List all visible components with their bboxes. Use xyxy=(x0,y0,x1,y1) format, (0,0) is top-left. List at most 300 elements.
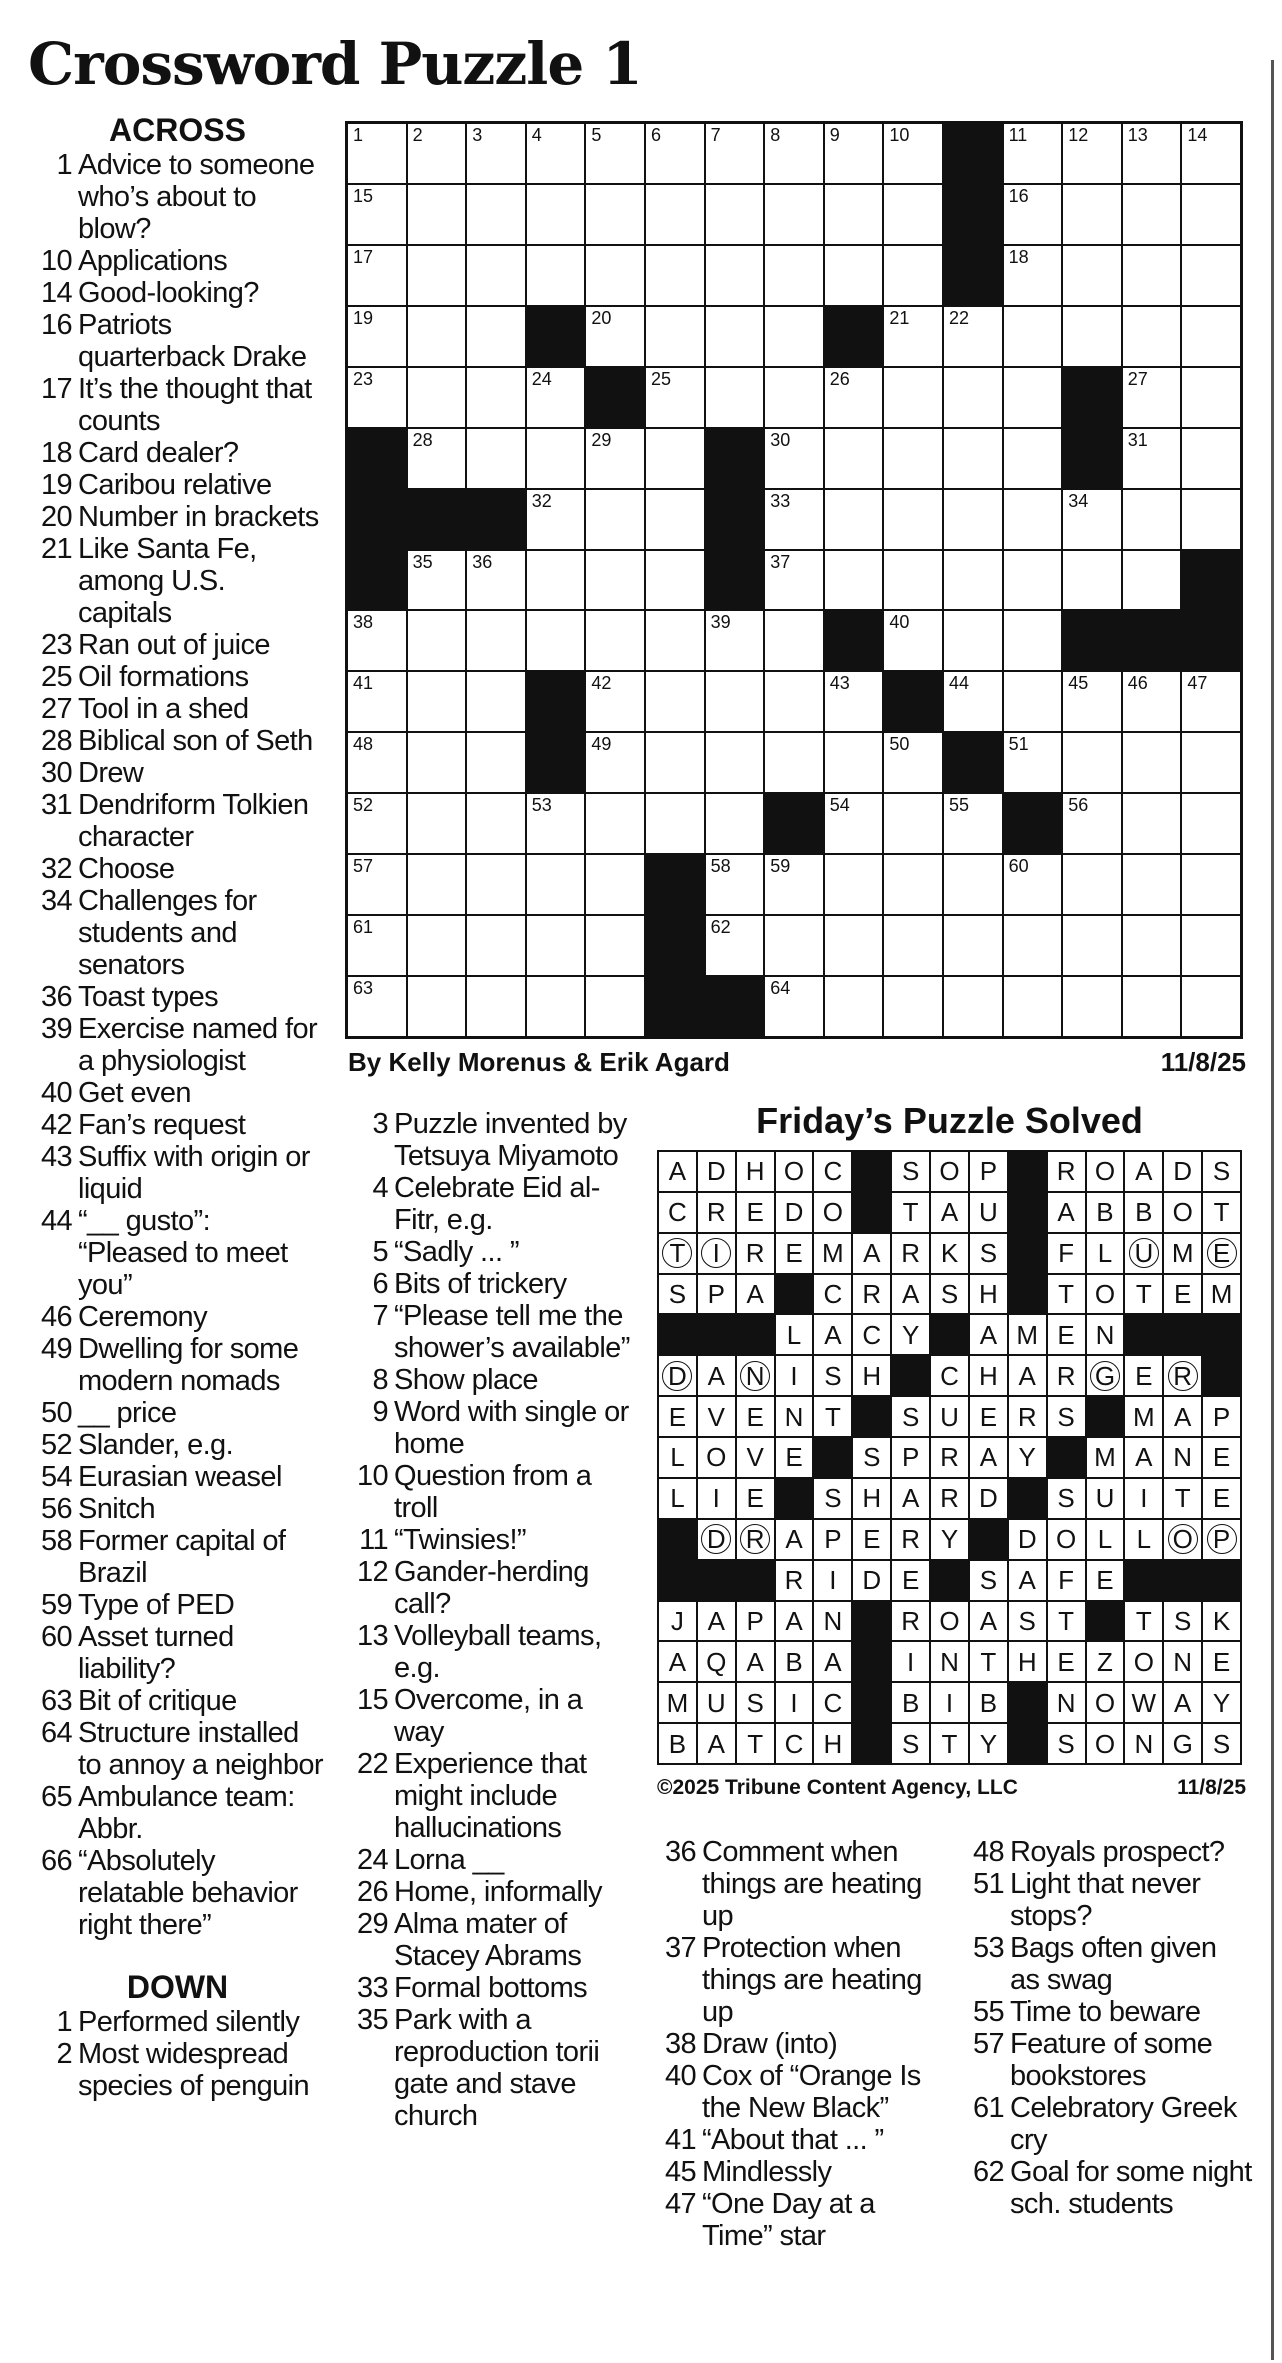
grid-cell[interactable] xyxy=(586,977,644,1036)
grid-cell[interactable] xyxy=(884,307,942,366)
grid-cell[interactable] xyxy=(467,124,525,183)
clue-text: “About that ... ” xyxy=(702,2124,884,2156)
solved-letter: E xyxy=(668,1401,687,1432)
grid-cell[interactable] xyxy=(1063,185,1121,244)
grid-cell[interactable] xyxy=(408,611,466,670)
grid-cell[interactable] xyxy=(765,185,823,244)
grid-cell[interactable] xyxy=(646,368,704,427)
grid-cell[interactable] xyxy=(884,368,942,427)
grid-cell[interactable] xyxy=(586,855,644,914)
grid-cell[interactable] xyxy=(1123,977,1181,1036)
grid-cell[interactable] xyxy=(944,307,1002,366)
grid-cell[interactable] xyxy=(467,855,525,914)
grid-cell[interactable] xyxy=(1123,185,1181,244)
grid-cell[interactable] xyxy=(765,855,823,914)
grid-cell[interactable] xyxy=(1182,672,1240,731)
grid-cell[interactable] xyxy=(1182,368,1240,427)
grid-cell[interactable] xyxy=(825,124,883,183)
grid-cell[interactable] xyxy=(944,490,1002,549)
grid-cell[interactable] xyxy=(825,429,883,488)
grid-cell[interactable] xyxy=(1182,490,1240,549)
grid-cell[interactable] xyxy=(586,429,644,488)
grid-cell[interactable] xyxy=(825,672,883,731)
solved-letter-cell xyxy=(1203,1479,1240,1518)
cell-number: 8 xyxy=(770,125,781,145)
grid-cell[interactable] xyxy=(1182,429,1240,488)
grid-cell[interactable] xyxy=(586,916,644,975)
grid-cell[interactable] xyxy=(646,733,704,792)
solved-letter-cell xyxy=(1125,1193,1162,1232)
clue xyxy=(30,757,325,789)
grid-cell[interactable] xyxy=(1123,916,1181,975)
grid-cell[interactable] xyxy=(1063,490,1121,549)
grid-cell[interactable] xyxy=(1004,368,1062,427)
clue-number: 1 xyxy=(56,149,72,181)
grid-cell[interactable] xyxy=(1004,429,1062,488)
grid-cell[interactable] xyxy=(825,246,883,305)
clue-text: Good-looking? xyxy=(78,277,259,309)
solved-letter-cell xyxy=(1087,1234,1124,1273)
grid-cell[interactable] xyxy=(884,733,942,792)
grid-cell[interactable] xyxy=(1004,551,1062,610)
grid-cell[interactable] xyxy=(408,977,466,1036)
cell-number: 21 xyxy=(889,307,910,328)
grid-cell[interactable] xyxy=(765,429,823,488)
grid-cell[interactable] xyxy=(1063,977,1121,1036)
grid-cell[interactable] xyxy=(408,307,466,366)
grid-cell[interactable] xyxy=(646,551,704,610)
solved-letter: S xyxy=(668,1279,687,1310)
grid-cell[interactable] xyxy=(408,733,466,792)
grid-cell[interactable] xyxy=(527,794,585,853)
clue-number: 6 xyxy=(372,1268,388,1300)
grid-cell[interactable] xyxy=(586,307,644,366)
grid-cell[interactable] xyxy=(1182,185,1240,244)
grid-cell[interactable] xyxy=(408,916,466,975)
grid-cell[interactable] xyxy=(348,611,406,670)
grid-cell[interactable] xyxy=(1182,307,1240,366)
solved-letter: E xyxy=(746,1401,764,1432)
grid-cell[interactable] xyxy=(944,611,1002,670)
grid-cell[interactable] xyxy=(706,672,764,731)
grid-cell[interactable] xyxy=(646,124,704,183)
grid-cell[interactable] xyxy=(706,794,764,853)
grid-cell[interactable] xyxy=(467,916,525,975)
grid-cell[interactable] xyxy=(884,490,942,549)
clue xyxy=(30,1109,325,1141)
grid-cell[interactable] xyxy=(1004,977,1062,1036)
solved-letter: I xyxy=(712,1483,720,1514)
clue xyxy=(654,1836,944,1932)
grid-cell[interactable] xyxy=(527,185,585,244)
clue xyxy=(962,1932,1252,1996)
solved-letter: S xyxy=(746,1687,764,1718)
solved-block-cell xyxy=(931,1315,968,1354)
block-cell xyxy=(348,551,406,610)
clue-number: 63 xyxy=(40,1685,72,1717)
grid-cell[interactable] xyxy=(944,794,1002,853)
clue-number: 2 xyxy=(56,2038,72,2070)
clue-number: 20 xyxy=(40,501,72,533)
grid-cell[interactable] xyxy=(1182,124,1240,183)
grid-cell[interactable] xyxy=(1123,490,1181,549)
grid-cell[interactable] xyxy=(527,429,585,488)
grid-cell[interactable] xyxy=(765,368,823,427)
grid-cell[interactable] xyxy=(586,185,644,244)
grid-cell[interactable] xyxy=(1123,368,1181,427)
grid-cell[interactable] xyxy=(646,490,704,549)
grid-cell[interactable] xyxy=(765,551,823,610)
grid-cell[interactable] xyxy=(825,794,883,853)
grid-cell[interactable] xyxy=(765,490,823,549)
grid-cell[interactable] xyxy=(527,611,585,670)
clue-text: “One Day at a Time” star xyxy=(702,2188,875,2252)
grid-cell[interactable] xyxy=(1004,916,1062,975)
grid-cell[interactable] xyxy=(1123,794,1181,853)
solved-block-cell xyxy=(776,1275,813,1314)
cell-number: 4 xyxy=(531,125,542,145)
cell-number: 57 xyxy=(353,856,374,877)
grid-cell[interactable] xyxy=(884,611,942,670)
clue xyxy=(30,789,325,853)
grid-cell[interactable] xyxy=(527,124,585,183)
grid-cell[interactable] xyxy=(1182,855,1240,914)
clue xyxy=(30,725,325,757)
solved-letter-cell xyxy=(814,1724,851,1763)
grid-cell[interactable] xyxy=(586,124,644,183)
solved-letter-cell xyxy=(737,1724,774,1763)
grid-cell[interactable] xyxy=(825,855,883,914)
grid-cell[interactable] xyxy=(706,124,764,183)
grid-cell[interactable] xyxy=(646,611,704,670)
grid-cell[interactable] xyxy=(1123,551,1181,610)
block-cell xyxy=(1063,611,1121,670)
grid-cell[interactable] xyxy=(884,855,942,914)
solved-letter-cell xyxy=(1087,1642,1124,1681)
grid-cell[interactable] xyxy=(408,672,466,731)
solved-letter: A xyxy=(707,1728,725,1759)
block-cell xyxy=(944,733,1002,792)
grid-cell[interactable] xyxy=(1004,855,1062,914)
grid-cell[interactable] xyxy=(1063,246,1121,305)
grid-cell[interactable] xyxy=(884,246,942,305)
grid-cell[interactable] xyxy=(467,368,525,427)
grid-cell[interactable] xyxy=(586,551,644,610)
solved-letter-cell xyxy=(970,1438,1007,1477)
grid-cell[interactable] xyxy=(1063,855,1121,914)
crossword-grid[interactable] xyxy=(345,121,1243,1039)
grid-cell[interactable] xyxy=(884,429,942,488)
grid-cell[interactable] xyxy=(944,855,1002,914)
solved-letter-cell xyxy=(892,1479,929,1518)
grid-cell[interactable] xyxy=(467,307,525,366)
grid-cell[interactable] xyxy=(884,124,942,183)
grid-cell[interactable] xyxy=(348,672,406,731)
grid-cell[interactable] xyxy=(527,246,585,305)
grid-cell[interactable] xyxy=(586,733,644,792)
solved-block-cell xyxy=(698,1315,735,1354)
grid-cell[interactable] xyxy=(825,733,883,792)
grid-cell[interactable] xyxy=(1004,307,1062,366)
solved-letter: U xyxy=(940,1401,959,1432)
grid-cell[interactable] xyxy=(408,429,466,488)
grid-cell[interactable] xyxy=(884,916,942,975)
grid-cell[interactable] xyxy=(884,977,942,1036)
byline: By Kelly Morenus & Erik Agard xyxy=(348,1047,730,1077)
grid-cell[interactable] xyxy=(467,611,525,670)
grid-cell[interactable] xyxy=(1063,916,1121,975)
clue-text: Drew xyxy=(78,757,144,789)
grid-cell[interactable] xyxy=(408,368,466,427)
clue-text: Oil formations xyxy=(78,661,249,693)
grid-cell[interactable] xyxy=(467,185,525,244)
solved-letter-cell xyxy=(737,1397,774,1436)
solved-letter-cell xyxy=(814,1234,851,1273)
grid-cell[interactable] xyxy=(706,368,764,427)
grid-cell[interactable] xyxy=(706,855,764,914)
grid-cell[interactable] xyxy=(467,429,525,488)
grid-cell[interactable] xyxy=(1063,307,1121,366)
grid-cell[interactable] xyxy=(825,551,883,610)
grid-cell[interactable] xyxy=(706,246,764,305)
solved-letter: J xyxy=(670,1605,684,1636)
grid-cell[interactable] xyxy=(944,429,1002,488)
clue xyxy=(355,1684,635,1748)
grid-cell[interactable] xyxy=(825,368,883,427)
grid-cell[interactable] xyxy=(706,185,764,244)
grid-cell[interactable] xyxy=(944,672,1002,731)
grid-cell[interactable] xyxy=(1123,124,1181,183)
solved-letter: H xyxy=(823,1728,843,1759)
clue-text: Time to beware xyxy=(1010,1996,1201,2028)
clue-text: Show place xyxy=(394,1364,538,1396)
solved-letter: A xyxy=(1135,1442,1153,1473)
grid-cell[interactable] xyxy=(884,185,942,244)
solved-letter: N xyxy=(1173,1442,1193,1473)
grid-cell[interactable] xyxy=(646,307,704,366)
cell-number: 46 xyxy=(1127,673,1148,694)
grid-cell[interactable] xyxy=(1004,490,1062,549)
clue-number: 30 xyxy=(40,757,72,789)
grid-cell[interactable] xyxy=(467,794,525,853)
grid-cell[interactable] xyxy=(348,916,406,975)
solved-letter-cell xyxy=(1048,1520,1085,1559)
grid-cell[interactable] xyxy=(706,307,764,366)
solved-letter-cell xyxy=(1048,1275,1085,1314)
grid-cell[interactable] xyxy=(408,185,466,244)
grid-cell[interactable] xyxy=(348,794,406,853)
solved-letter-cell xyxy=(814,1275,851,1314)
grid-cell[interactable] xyxy=(408,551,466,610)
solved-letter-cell xyxy=(853,1315,890,1354)
grid-cell[interactable] xyxy=(646,185,704,244)
grid-cell[interactable] xyxy=(467,551,525,610)
grid-cell[interactable] xyxy=(408,124,466,183)
solved-letter: C xyxy=(784,1728,804,1759)
grid-cell[interactable] xyxy=(527,855,585,914)
clue xyxy=(30,1781,325,1845)
solved-letter: O xyxy=(1168,1524,1198,1554)
grid-cell[interactable] xyxy=(348,368,406,427)
grid-cell[interactable] xyxy=(825,490,883,549)
solved-letter-cell xyxy=(814,1479,851,1518)
grid-cell[interactable] xyxy=(467,733,525,792)
grid-cell[interactable] xyxy=(1182,733,1240,792)
grid-cell[interactable] xyxy=(765,916,823,975)
grid-cell[interactable] xyxy=(348,124,406,183)
solved-letter-cell xyxy=(776,1438,813,1477)
grid-cell[interactable] xyxy=(706,611,764,670)
solved-letter: P xyxy=(1207,1524,1237,1554)
solved-letter: S xyxy=(1057,1401,1075,1432)
grid-cell[interactable] xyxy=(586,794,644,853)
solved-letter: E xyxy=(1057,1646,1075,1677)
grid-cell[interactable] xyxy=(586,672,644,731)
grid-cell[interactable] xyxy=(825,916,883,975)
solved-letter-cell xyxy=(814,1520,851,1559)
grid-cell[interactable] xyxy=(348,733,406,792)
clue-number: 34 xyxy=(40,885,72,917)
down-clues-4 xyxy=(962,1836,1252,2220)
clue-number: 26 xyxy=(356,1876,388,1908)
grid-cell[interactable] xyxy=(1182,794,1240,853)
grid-cell[interactable] xyxy=(825,185,883,244)
solved-letter: P xyxy=(746,1605,764,1636)
solved-letter-cell xyxy=(1048,1193,1085,1232)
grid-cell[interactable] xyxy=(527,368,585,427)
grid-cell[interactable] xyxy=(944,368,1002,427)
solved-letter: A xyxy=(901,1483,920,1514)
grid-cell[interactable] xyxy=(527,490,585,549)
grid-cell[interactable] xyxy=(1063,733,1121,792)
solved-letter-cell xyxy=(970,1683,1007,1722)
solved-letter-cell xyxy=(970,1275,1007,1314)
solved-letter-cell xyxy=(814,1602,851,1641)
grid-cell[interactable] xyxy=(646,246,704,305)
grid-cell[interactable] xyxy=(1123,429,1181,488)
clue-text: Ambulance team: Abbr. xyxy=(78,1781,295,1845)
grid-cell[interactable] xyxy=(408,794,466,853)
grid-cell[interactable] xyxy=(1063,794,1121,853)
grid-cell[interactable] xyxy=(884,794,942,853)
solved-letter-cell xyxy=(931,1602,968,1641)
grid-cell[interactable] xyxy=(944,977,1002,1036)
solved-letter: B xyxy=(668,1728,687,1759)
grid-cell[interactable] xyxy=(527,977,585,1036)
grid-cell[interactable] xyxy=(467,672,525,731)
grid-cell[interactable] xyxy=(1182,977,1240,1036)
cell-number: 27 xyxy=(1127,368,1148,389)
grid-cell[interactable] xyxy=(944,551,1002,610)
grid-cell[interactable] xyxy=(467,246,525,305)
grid-cell[interactable] xyxy=(1063,551,1121,610)
grid-cell[interactable] xyxy=(706,916,764,975)
solved-letter-cell xyxy=(698,1152,735,1191)
grid-cell[interactable] xyxy=(1123,855,1181,914)
grid-cell[interactable] xyxy=(348,185,406,244)
grid-cell[interactable] xyxy=(348,246,406,305)
solved-letter: A xyxy=(979,1605,998,1636)
solved-block-cell xyxy=(1203,1561,1240,1600)
solved-letter-cell xyxy=(1125,1356,1162,1395)
grid-cell[interactable] xyxy=(1004,246,1062,305)
across-clues xyxy=(30,112,325,2102)
grid-cell[interactable] xyxy=(586,490,644,549)
grid-cell[interactable] xyxy=(408,246,466,305)
grid-cell[interactable] xyxy=(527,551,585,610)
solved-letter-cell xyxy=(659,1438,696,1477)
grid-cell[interactable] xyxy=(646,672,704,731)
grid-cell[interactable] xyxy=(1063,672,1121,731)
grid-cell[interactable] xyxy=(467,977,525,1036)
clue-number: 3 xyxy=(372,1108,388,1140)
grid-cell[interactable] xyxy=(1004,733,1062,792)
solved-letter: N xyxy=(784,1401,804,1432)
grid-cell[interactable] xyxy=(348,977,406,1036)
grid-cell[interactable] xyxy=(944,916,1002,975)
grid-cell[interactable] xyxy=(646,429,704,488)
clue-text: Choose xyxy=(78,853,175,885)
grid-cell[interactable] xyxy=(1123,733,1181,792)
grid-cell[interactable] xyxy=(706,733,764,792)
grid-cell[interactable] xyxy=(765,672,823,731)
clue xyxy=(355,1364,635,1396)
solved-letter: K xyxy=(940,1238,959,1269)
grid-cell[interactable] xyxy=(1123,246,1181,305)
grid-cell[interactable] xyxy=(1004,672,1062,731)
cell-number: 15 xyxy=(353,185,374,206)
grid-cell[interactable] xyxy=(1063,124,1121,183)
grid-cell[interactable] xyxy=(1004,611,1062,670)
grid-cell[interactable] xyxy=(765,246,823,305)
clue-text: Comment when things are heating up xyxy=(702,1836,922,1932)
grid-cell[interactable] xyxy=(1182,916,1240,975)
solved-letter: S xyxy=(901,1156,920,1187)
grid-cell[interactable] xyxy=(765,611,823,670)
grid-cell[interactable] xyxy=(586,611,644,670)
grid-cell[interactable] xyxy=(1182,246,1240,305)
grid-cell[interactable] xyxy=(408,855,466,914)
grid-cell[interactable] xyxy=(646,794,704,853)
solved-letter: D xyxy=(1173,1156,1193,1187)
grid-cell[interactable] xyxy=(1123,307,1181,366)
grid-cell[interactable] xyxy=(527,916,585,975)
solved-letter: D xyxy=(706,1156,726,1187)
clue xyxy=(355,1972,635,2004)
clue-number: 57 xyxy=(972,2028,1004,2060)
grid-cell[interactable] xyxy=(586,246,644,305)
grid-cell[interactable] xyxy=(765,977,823,1036)
grid-cell[interactable] xyxy=(765,733,823,792)
solved-letter-cell xyxy=(698,1724,735,1763)
grid-cell[interactable] xyxy=(765,307,823,366)
solved-letter-cell xyxy=(1164,1520,1201,1559)
grid-cell[interactable] xyxy=(348,307,406,366)
grid-cell[interactable] xyxy=(1123,672,1181,731)
grid-cell[interactable] xyxy=(348,855,406,914)
solved-letter: H xyxy=(978,1279,998,1310)
solved-letter: O xyxy=(1133,1646,1154,1677)
cell-number: 1 xyxy=(353,125,364,145)
grid-cell[interactable] xyxy=(884,551,942,610)
solved-letter: P xyxy=(979,1156,998,1187)
cell-number: 34 xyxy=(1068,490,1089,511)
grid-cell[interactable] xyxy=(765,124,823,183)
grid-cell[interactable] xyxy=(825,977,883,1036)
solved-letter-cell xyxy=(737,1438,774,1477)
grid-cell[interactable] xyxy=(1004,124,1062,183)
grid-cell[interactable] xyxy=(1004,185,1062,244)
